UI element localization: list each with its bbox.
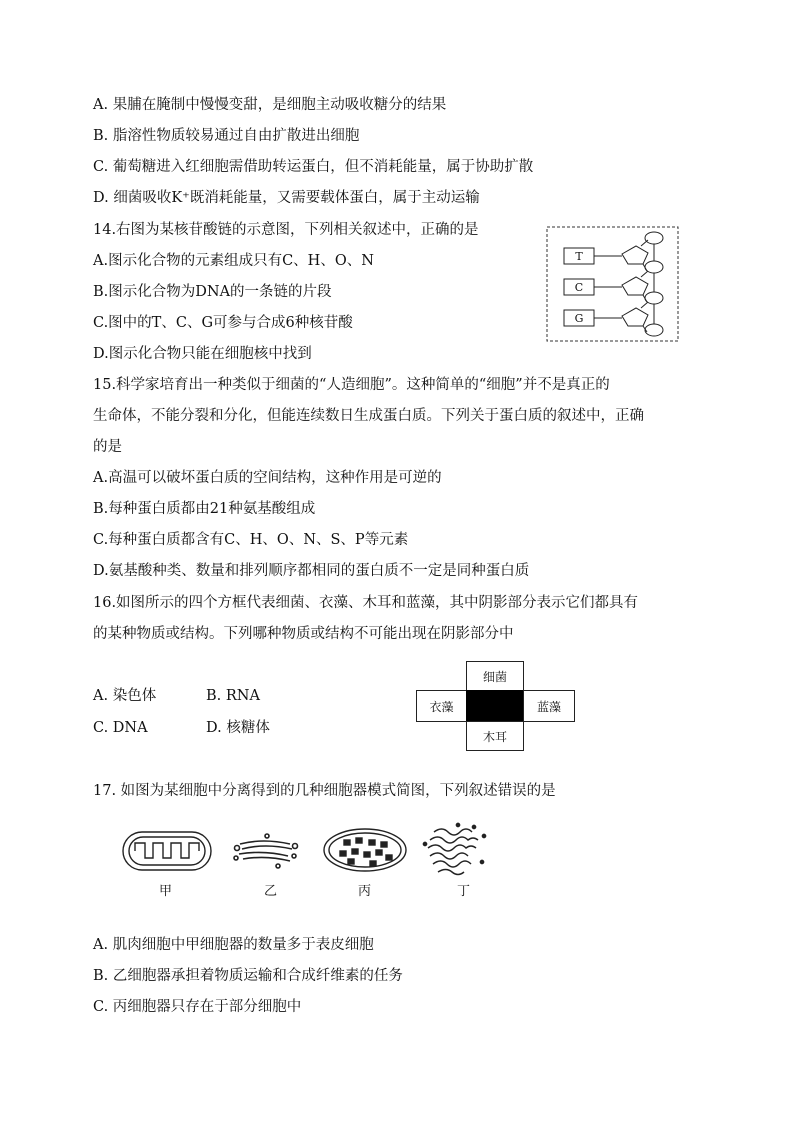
q15-option-c: C.每种蛋白质都含有C、H、O、N、S、P等元素 (93, 532, 409, 548)
q13-option-d: D. 细菌吸收K⁺既消耗能量，又需要载体蛋白，属于主动运输 (93, 190, 480, 206)
mitochondrion-illustration (123, 832, 211, 870)
organelle-label-yi: 乙 (264, 884, 278, 899)
box-chlamydomonas: 衣藻 (416, 690, 467, 722)
q13-option-c: C. 葡萄糖进入红细胞需借助转运蛋白，但不消耗能量，属于协助扩散 (93, 159, 534, 175)
base-label-c: C (574, 281, 584, 294)
q17-stem: 17. 如图为某细胞中分离得到的几种细胞器模式简图，下列叙述错误的是 (93, 783, 556, 799)
q15-option-d: D.氨基酸种类、数量和排列顺序都相同的蛋白质不一定是同种蛋白质 (93, 563, 530, 579)
golgi-illustration (234, 834, 298, 868)
q17-option-c: C. 丙细胞器只存在于部分细胞中 (93, 999, 302, 1015)
shaded-overlap-box (466, 690, 524, 722)
q16-stem-line-2: 的某种物质或结构。下列哪种物质或结构不可能出现在阴影部分中 (93, 626, 514, 642)
box-bacteria: 细菌 (466, 661, 524, 691)
q13-option-b: B. 脂溶性物质较易通过自由扩散进出细胞 (93, 128, 360, 144)
box-cyanobacteria: 蓝藻 (523, 690, 575, 722)
organelle-label-jia: 甲 (159, 884, 173, 899)
q15-option-b: B.每种蛋白质都由21种氨基酸组成 (93, 501, 316, 517)
q15-stem-line-1: 15.科学家培育出一种类似于细菌的“人造细胞”。这种简单的“细胞”并不是真正的 (93, 377, 610, 393)
chloroplast-illustration (324, 829, 406, 871)
q14-option-d: D.图示化合物只能在细胞核中找到 (93, 346, 312, 362)
q17-option-b: B. 乙细胞器承担着物质运输和合成纤维素的任务 (93, 968, 403, 984)
organelle-label-bing: 丙 (358, 884, 372, 899)
organelle-label-ding: 丁 (457, 884, 471, 899)
endoplasmic-reticulum-illustration (423, 823, 485, 874)
nucleotide-chain-figure (546, 226, 680, 344)
q16-option-b: B. RNA (206, 688, 260, 704)
organelles-figure (118, 818, 508, 880)
q14-stem: 14.右图为某核苷酸链的示意图，下列相关叙述中，正确的是 (93, 222, 479, 238)
q14-option-a: A.图示化合物的元素组成只有C、H、O、N (93, 253, 374, 269)
q14-option-c: C.图中的T、C、G可参与合成6种核苷酸 (93, 315, 353, 331)
q16-option-c: C. DNA (93, 720, 148, 736)
base-label-g: G (574, 312, 584, 325)
q16-option-a: A. 染色体 (93, 688, 157, 704)
q17-option-a: A. 肌肉细胞中甲细胞器的数量多于表皮细胞 (93, 937, 374, 953)
box-wood-ear: 木耳 (466, 721, 524, 751)
q13-option-a: A. 果脯在腌制中慢慢变甜，是细胞主动吸收糖分的结果 (93, 97, 447, 113)
q15-option-a: A.高温可以破坏蛋白质的空间结构，这种作用是可逆的 (93, 470, 442, 486)
q16-stem-line-1: 16.如图所示的四个方框代表细菌、衣藻、木耳和蓝藻，其中阴影部分表示它们都具有 (93, 595, 639, 611)
q15-stem-line-3: 的是 (93, 439, 122, 455)
q14-option-b: B.图示化合物为DNA的一条链的片段 (93, 284, 332, 300)
q15-stem-line-2: 生命体，不能分裂和分化，但能连续数日生成蛋白质。下列关于蛋白质的叙述中，正确 (93, 408, 644, 424)
base-label-t: T (575, 250, 583, 263)
q16-option-d: D. 核糖体 (206, 720, 270, 736)
